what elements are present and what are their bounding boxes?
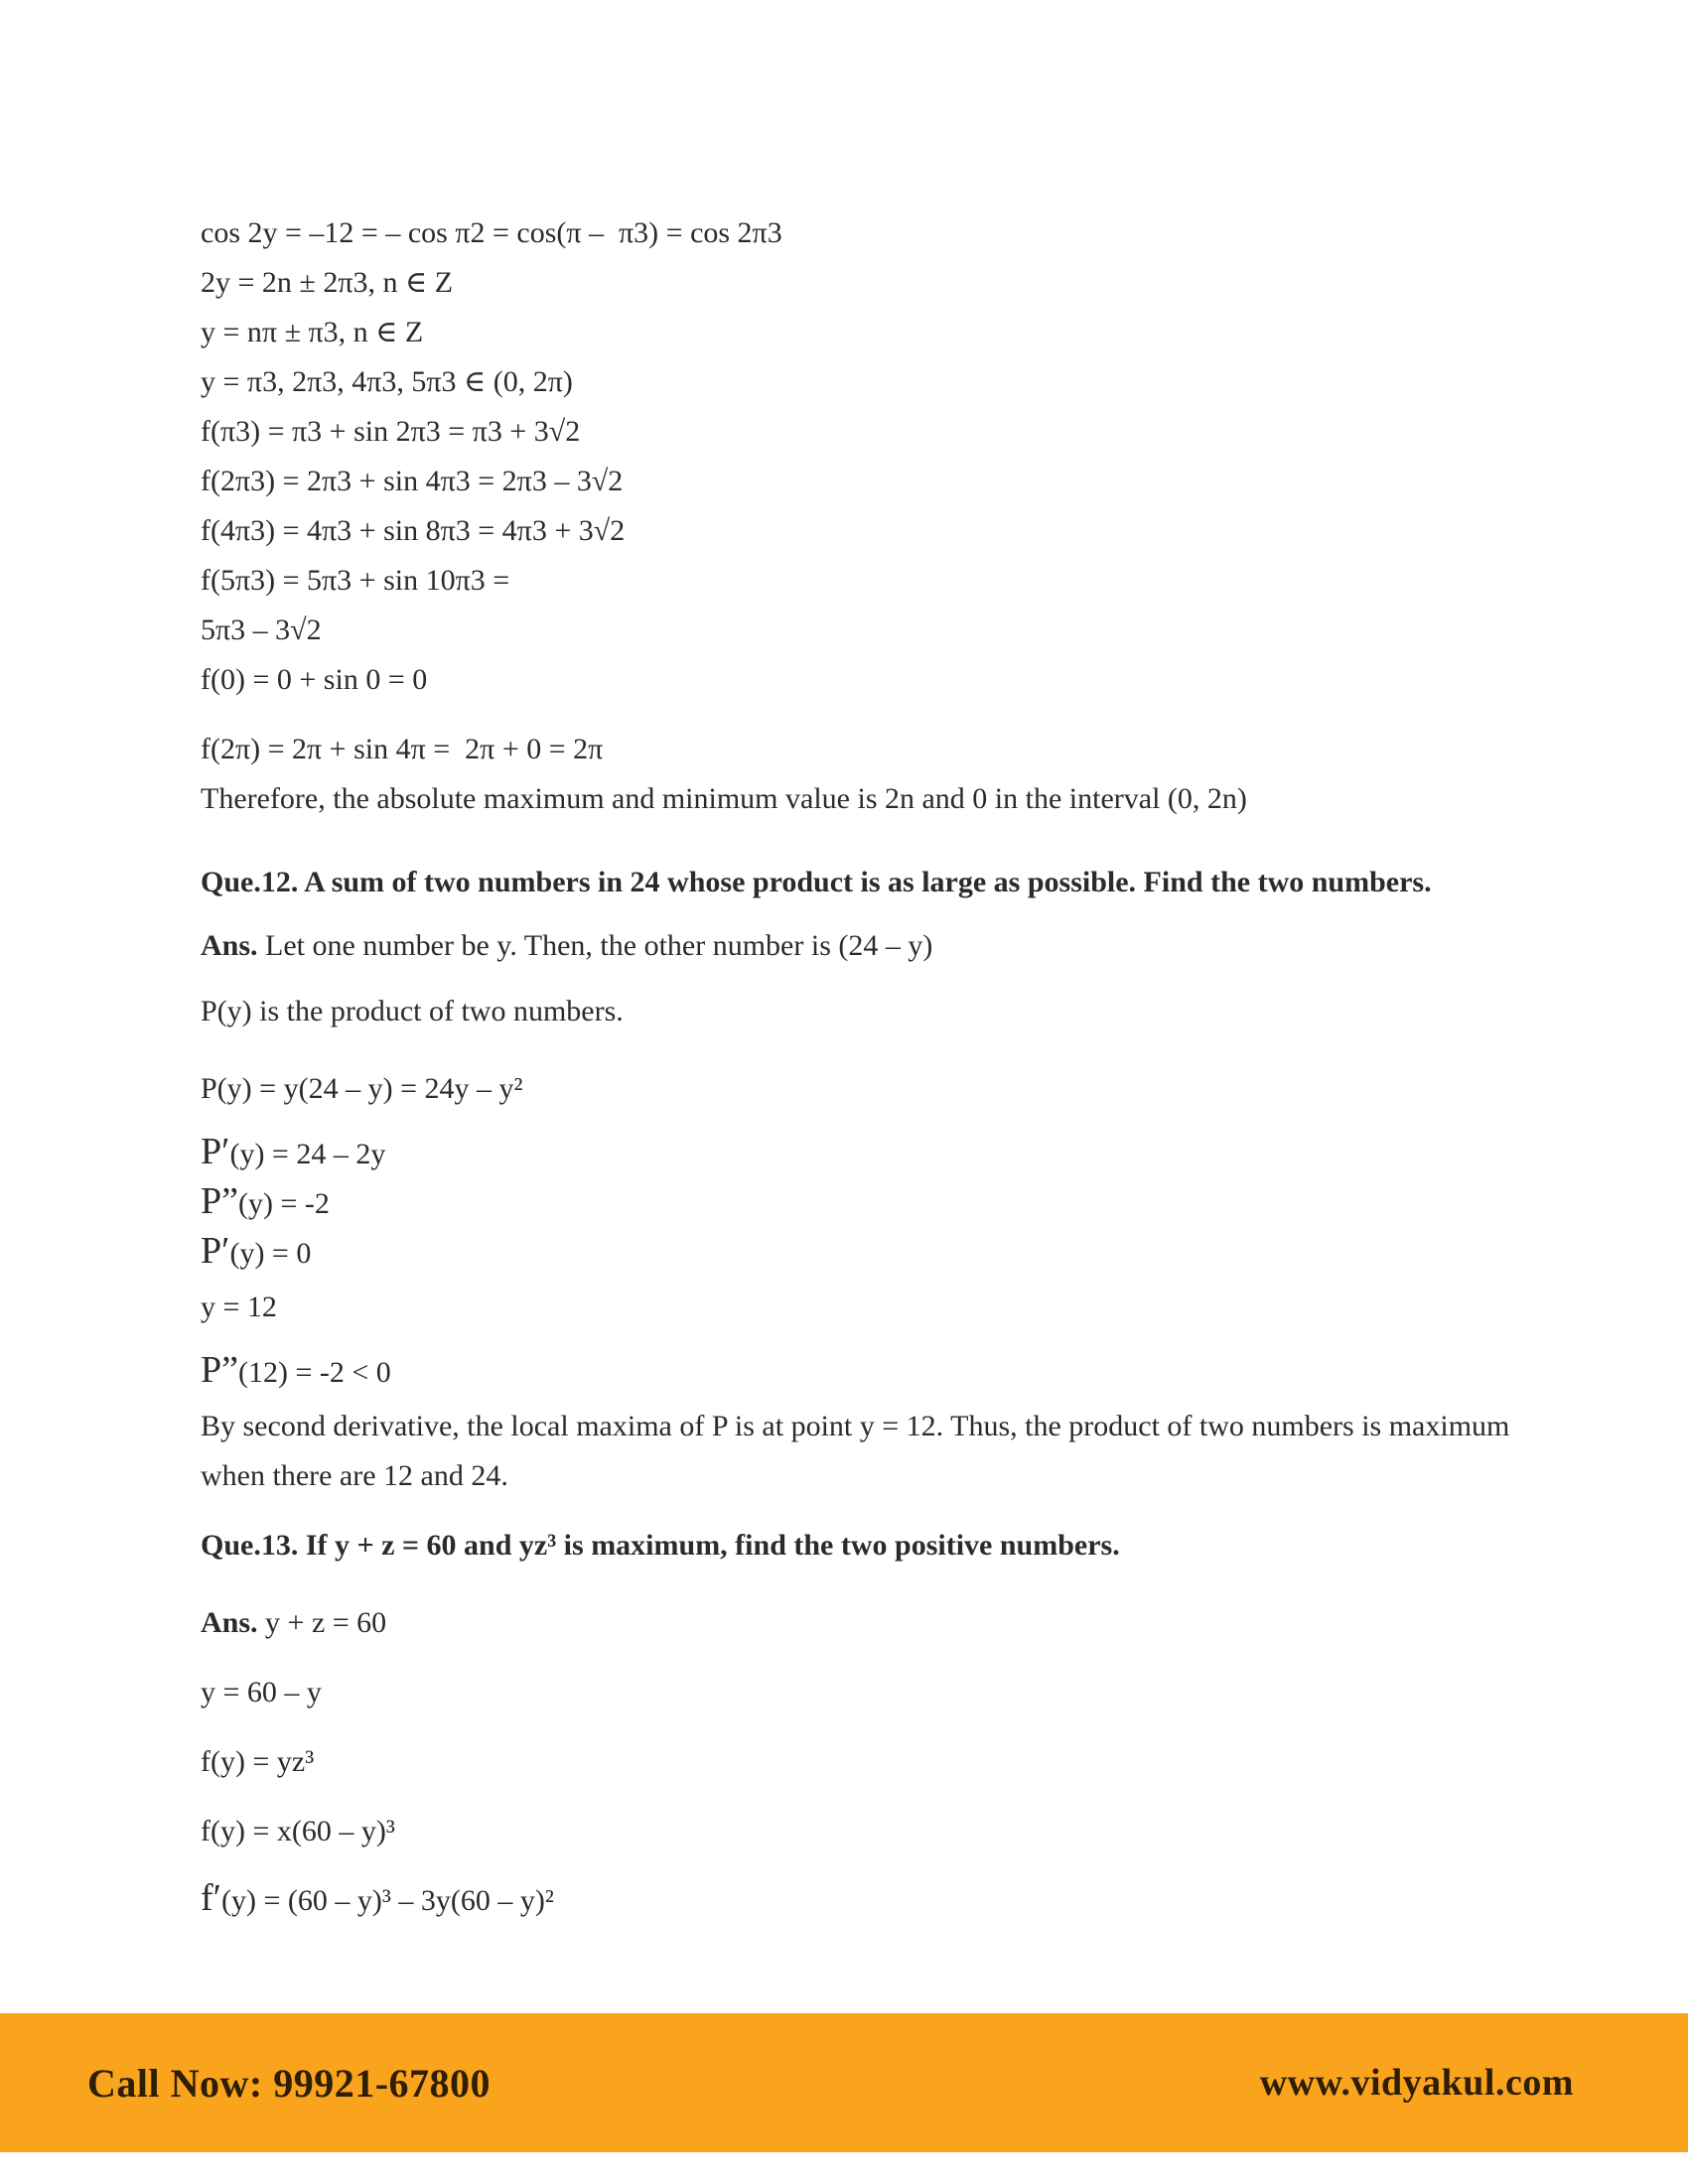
bold-label: Que.12. A sum of two numbers in 24 whose product is as large as possible. Find the two numbers.	[201, 866, 1432, 898]
bold-label: Ans.	[201, 929, 258, 962]
text-segment: 2y = 2n ± 2π3, n ∈ Z	[201, 266, 454, 299]
text-line	[201, 365, 1611, 399]
text-segment: y = 60 – y	[201, 1676, 322, 1708]
text-line	[201, 733, 1611, 766]
text-line	[201, 564, 1611, 598]
text-line	[201, 465, 1611, 498]
answer-13	[201, 1606, 1611, 1640]
text-segment: (y) = 0	[229, 1237, 312, 1270]
text-line	[201, 1131, 1611, 1172]
text-line	[201, 1349, 1611, 1391]
text-line	[201, 614, 1611, 647]
text-segment: f(π3) = π3 + sin 2π3 = π3 + 3√2	[201, 415, 581, 448]
text-segment: y = π3, 2π3, 4π3, 5π3 ∈ (0, 2π)	[201, 365, 573, 398]
text-segment: (y) = 24 – 2y	[229, 1138, 386, 1170]
text-segment: f(4π3) = 4π3 + sin 8π3 = 4π3 + 3√2	[201, 514, 626, 547]
text-segment: P′	[201, 1230, 230, 1272]
text-line	[201, 266, 1611, 300]
footer-phone: Call Now: 99921-67800	[87, 2060, 492, 2106]
text-segment: y + z = 60	[257, 1606, 387, 1639]
text-segment: y = nπ ± π3, n ∈ Z	[201, 316, 424, 348]
text-segment: y = 12	[201, 1291, 277, 1323]
text-line	[201, 1676, 1611, 1709]
text-segment: P′	[201, 1131, 230, 1172]
text-segment: f(0) = 0 + sin 0 = 0	[201, 663, 428, 696]
text-segment: 5π3 – 3√2	[201, 614, 322, 646]
text-line	[201, 1402, 1571, 1501]
answer-12	[201, 929, 1611, 963]
text-segment: Therefore, the absolute maximum and minimum value is 2n and 0 in the interval (0, 2n)	[201, 782, 1247, 815]
text-line	[201, 1180, 1611, 1222]
text-segment: (12) = -2 < 0	[238, 1356, 391, 1389]
text-segment: (y) = (60 – y)³ – 3y(60 – y)²	[220, 1884, 554, 1917]
text-segment: P(y) = y(24 – y) = 24y – y²	[201, 1072, 523, 1105]
text-line	[201, 1230, 1611, 1272]
text-segment: f(y) = yz³	[201, 1745, 315, 1778]
text-segment: P”	[201, 1180, 238, 1222]
bold-label: Que.13. If y + z = 60 and yz³ is maximum, find the two positive numbers.	[201, 1529, 1120, 1562]
text-line	[201, 1815, 1611, 1848]
text-line	[201, 1877, 1611, 1919]
text-segment: f(2π) = 2π + sin 4π = 2π + 0 = 2π	[201, 733, 604, 765]
text-line	[201, 782, 1611, 816]
text-line	[201, 316, 1611, 349]
footer-website: www.vidyakul.com	[1259, 2062, 1574, 2104]
text-segment: By second derivative, the local maxima of P is at point y = 12. Thus, the product of two numbers is maximum when there are 12 and 24.	[201, 1410, 1517, 1492]
text-line	[201, 1072, 1611, 1106]
text-segment: f(5π3) = 5π3 + sin 10π3 =	[201, 564, 510, 597]
text-segment: f′	[201, 1877, 221, 1919]
footer-bar	[0, 2013, 1688, 2152]
text-segment: P”	[201, 1349, 238, 1391]
text-segment: cos 2y = –12 = – cos π2 = cos(π – π3) = cos 2π3	[201, 216, 782, 249]
text-segment: (y) = -2	[238, 1187, 330, 1220]
text-segment: Let one number be y. Then, the other number is (24 – y)	[257, 929, 933, 962]
solution-text	[201, 216, 1611, 1918]
text-line	[201, 415, 1611, 449]
text-line	[201, 1745, 1611, 1779]
text-segment: f(y) = x(60 – y)³	[201, 1815, 395, 1847]
text-segment: P(y) is the product of two numbers.	[201, 995, 624, 1027]
text-segment: f(2π3) = 2π3 + sin 4π3 = 2π3 – 3√2	[201, 465, 624, 497]
text-line	[201, 663, 1611, 697]
bold-label: Ans.	[201, 1606, 258, 1639]
question-13	[201, 1521, 1551, 1570]
text-line	[201, 514, 1611, 548]
text-line	[201, 995, 1611, 1028]
question-12	[201, 858, 1491, 907]
text-line	[201, 216, 1611, 250]
text-line	[201, 1291, 1611, 1324]
